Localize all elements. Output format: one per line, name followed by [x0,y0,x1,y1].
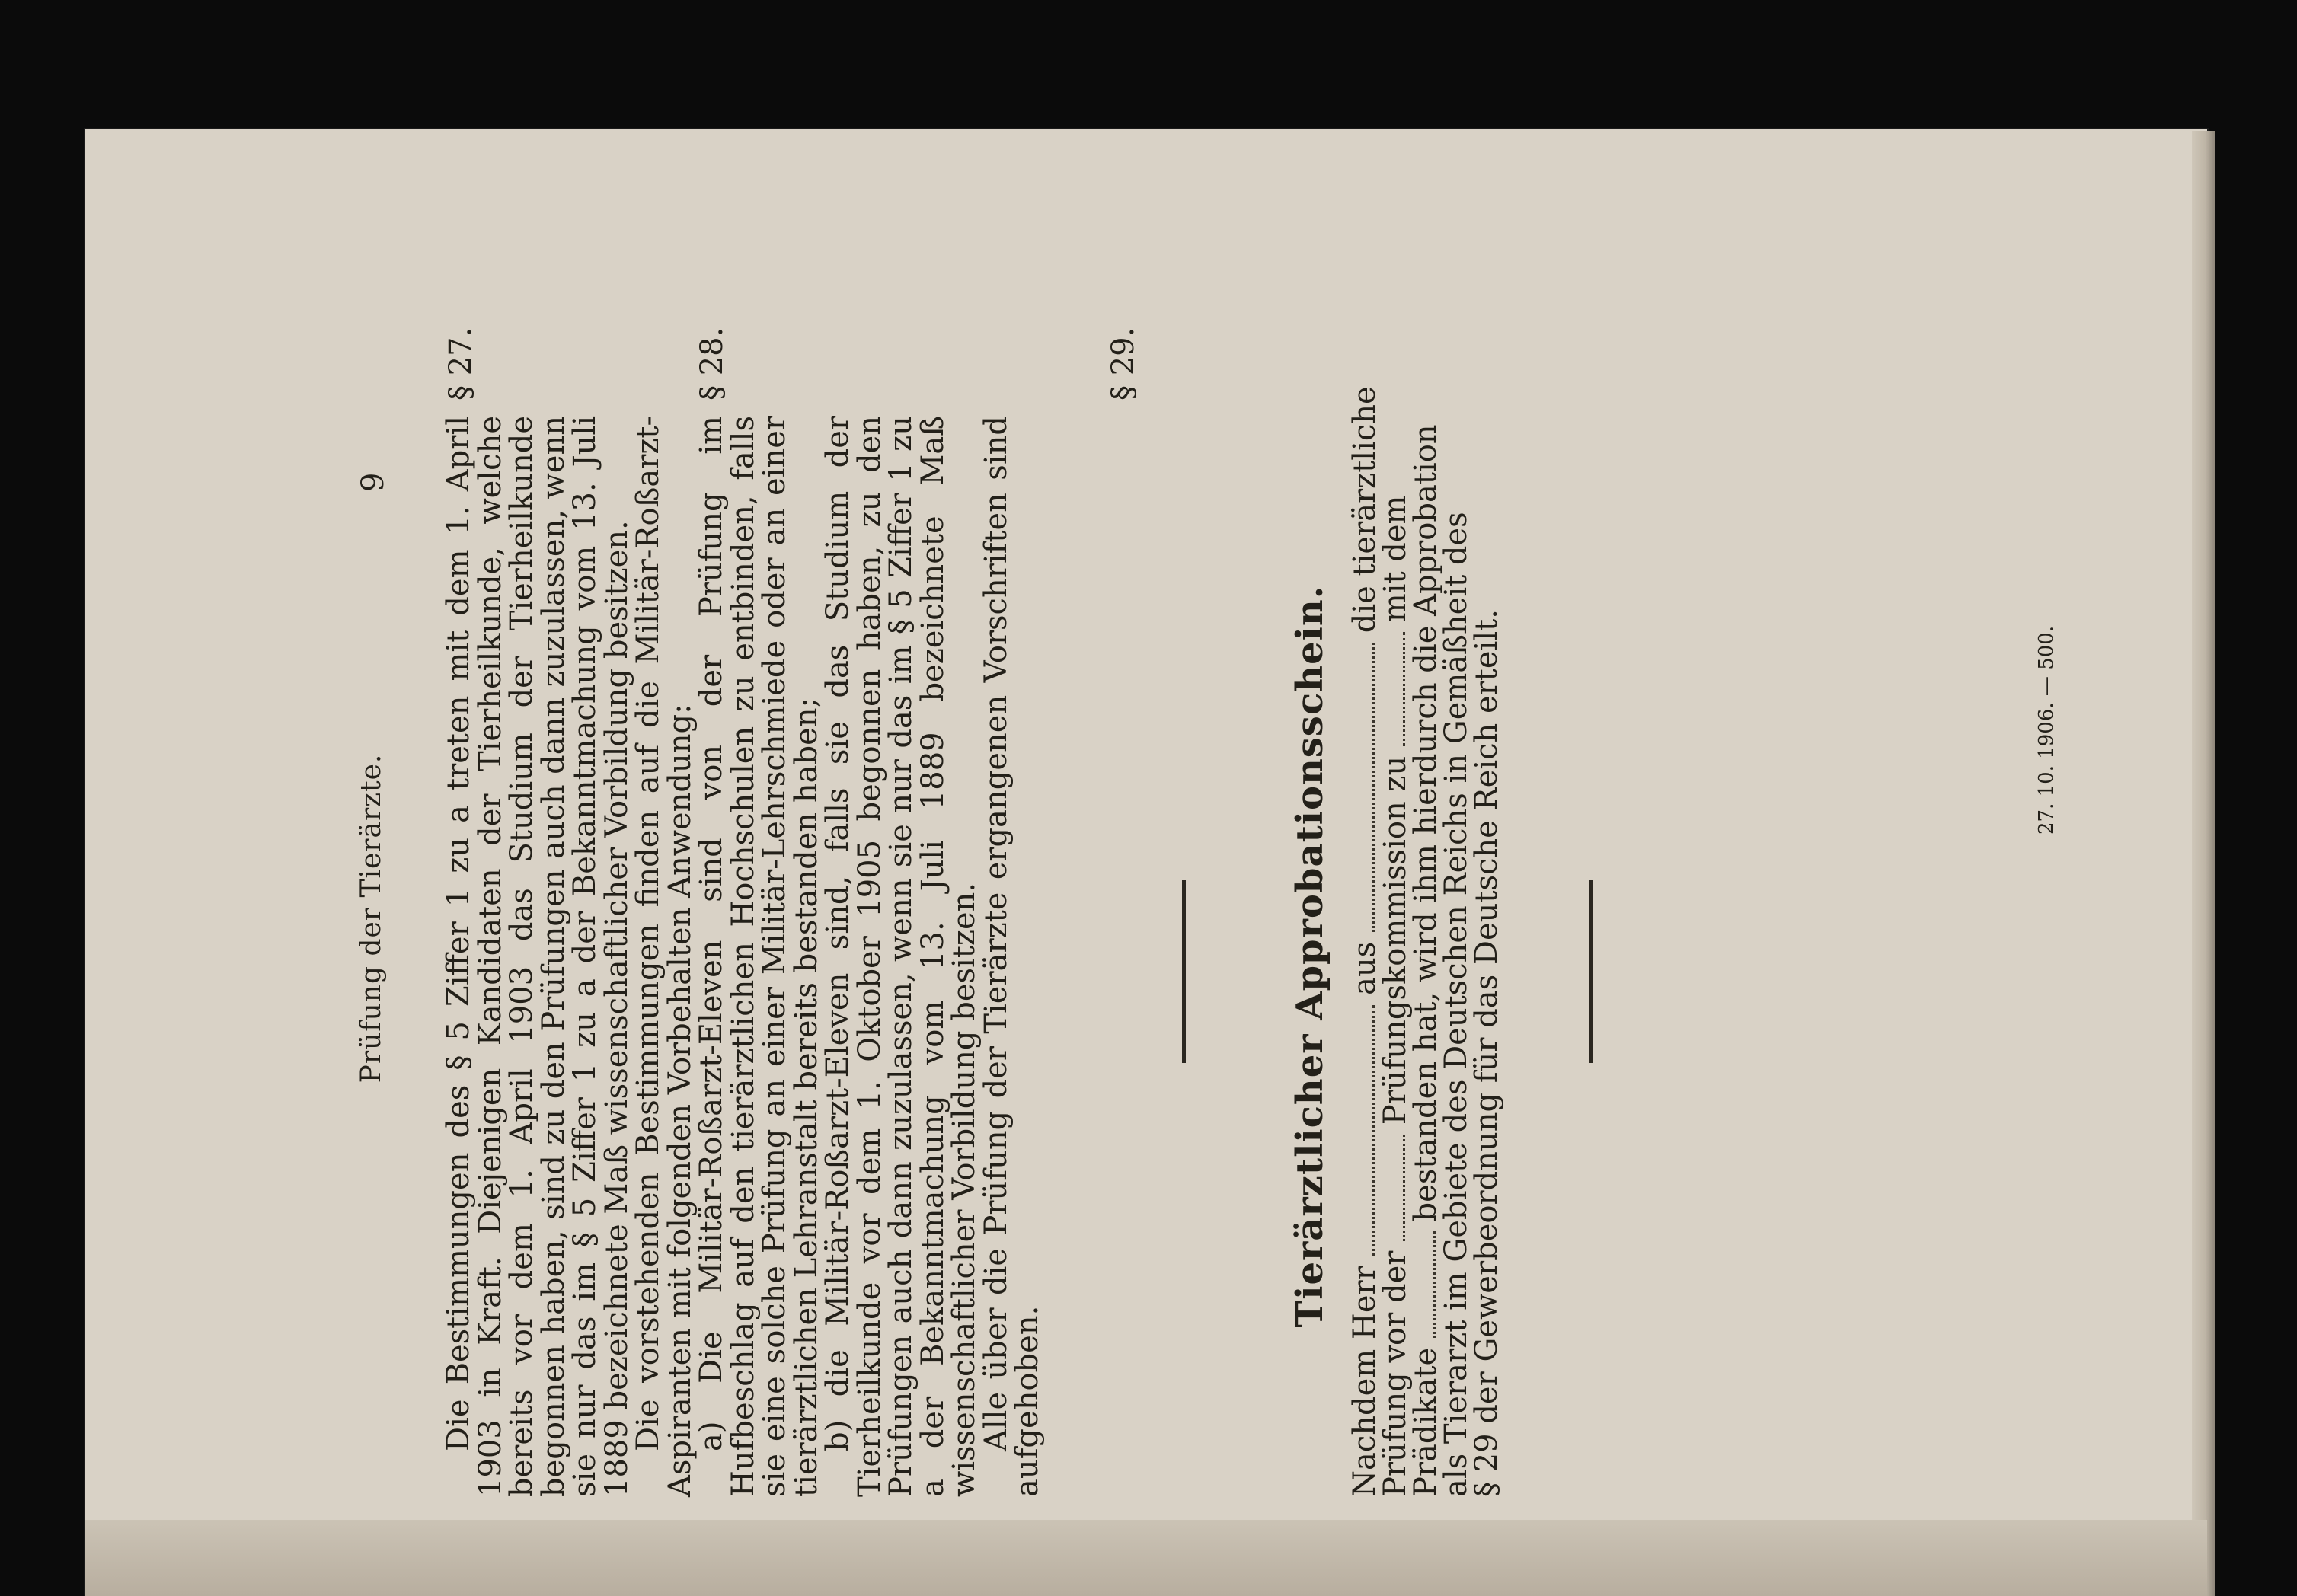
form-title: Tierärztlicher Approbationsschein. [1289,585,1331,1328]
blank-grade-field[interactable] [1412,1231,1436,1338]
approbation-form [1347,386,1504,1497]
form-text: mit dem [1378,495,1413,623]
form-text: Prädikate [1408,1347,1443,1497]
paragraph-29: Alle über die Prüfung der Tierärzte ergangenen Vorschriften sind aufgehoben. [978,416,1045,1497]
running-head: Prüfung der Tierärzte. [356,753,387,1084]
form-line-5: § 29 der Gewerbeordnung für das Deutsche Reich erteilt. [1469,609,1504,1497]
blank-origin-field[interactable] [1351,643,1375,932]
section-marker-27: § 27. [443,327,478,401]
rotated-page-content [85,129,2207,1596]
divider-rule-bottom [1589,880,1593,1063]
form-text: bestanden hat, wird ihm hierdurch die Approbation [1408,424,1443,1222]
divider-rule [1182,880,1186,1063]
blank-location-field[interactable] [1382,632,1405,746]
form-text: Nachdem Herr [1347,1266,1382,1497]
section-marker-28: § 28. [695,327,730,401]
form-text: Prüfung vor der [1378,1250,1413,1497]
form-text: Prüfungskommission zu [1378,755,1413,1125]
blank-commission-field[interactable] [1382,1135,1405,1241]
blank-name-field[interactable] [1351,1005,1375,1256]
form-line-1 [1347,386,1382,1497]
body-text [443,416,1044,1497]
paragraph-27: Die Bestimmungen des § 5 Ziffer 1 zu a treten mit dem 1. April 1903 in Kraft. Diejenigen Kandidaten der Tierheilkunde, welche bereits vor dem 1. April 1903 das Studium der Tierheilkunde begonnen haben, sind zu den Prüfungen auch dann zuzulassen, wenn sie nur das im § 5 Ziffer 1 zu a der Bekanntmachung vom 13. Juli 1889 bezeichnete Maß wissenschaftlicher Vorbildung besitzen. [441,416,634,1497]
page-number: 9 [356,472,391,492]
paragraph-28-a: a) Die Militär-Roßarzt-Eleven sind von der Prüfung im Hufbeschlag auf den tierärztlichen Hochschulen zu entbinden, falls sie eine solche Prüfung an einer Militär-Lehrschmiede oder an einer tierärztlichen Lehranstalt bereits bestanden haben; [694,416,824,1497]
form-line-3 [1410,401,1441,1497]
print-note: 27. 10. 1906. — 500. [2035,625,2058,835]
form-text: die tierärztliche [1347,386,1382,634]
paragraph-28-intro: Die vorstehenden Bestimmungen finden auf die Militär-Roßarzt-Aspiranten mit folgenden Vorbehalten Anwendung: [631,416,698,1497]
form-line-4: als Tierarzt im Gebiete des Deutschen Reichs in Gemäßheit des [1439,512,1474,1497]
paragraph-28-b: b) die Militär-Roßarzt-Eleven sind, falls sie das Studium der Tierheilkunde vor dem 1. Oktober 1905 begonnen haben, zu den Prüfungen auch dann zuzulassen, wenn sie nur das im § 5 Ziffer 1 zu a der Bekanntmachung vom 13. Juli 1889 bezeichnete Maß wissenschaftlicher Vorbildung besitzen. [820,416,982,1497]
form-line-2 [1378,401,1413,1497]
section-marker-29: § 29. [1106,327,1141,401]
form-text: aus [1347,941,1382,995]
